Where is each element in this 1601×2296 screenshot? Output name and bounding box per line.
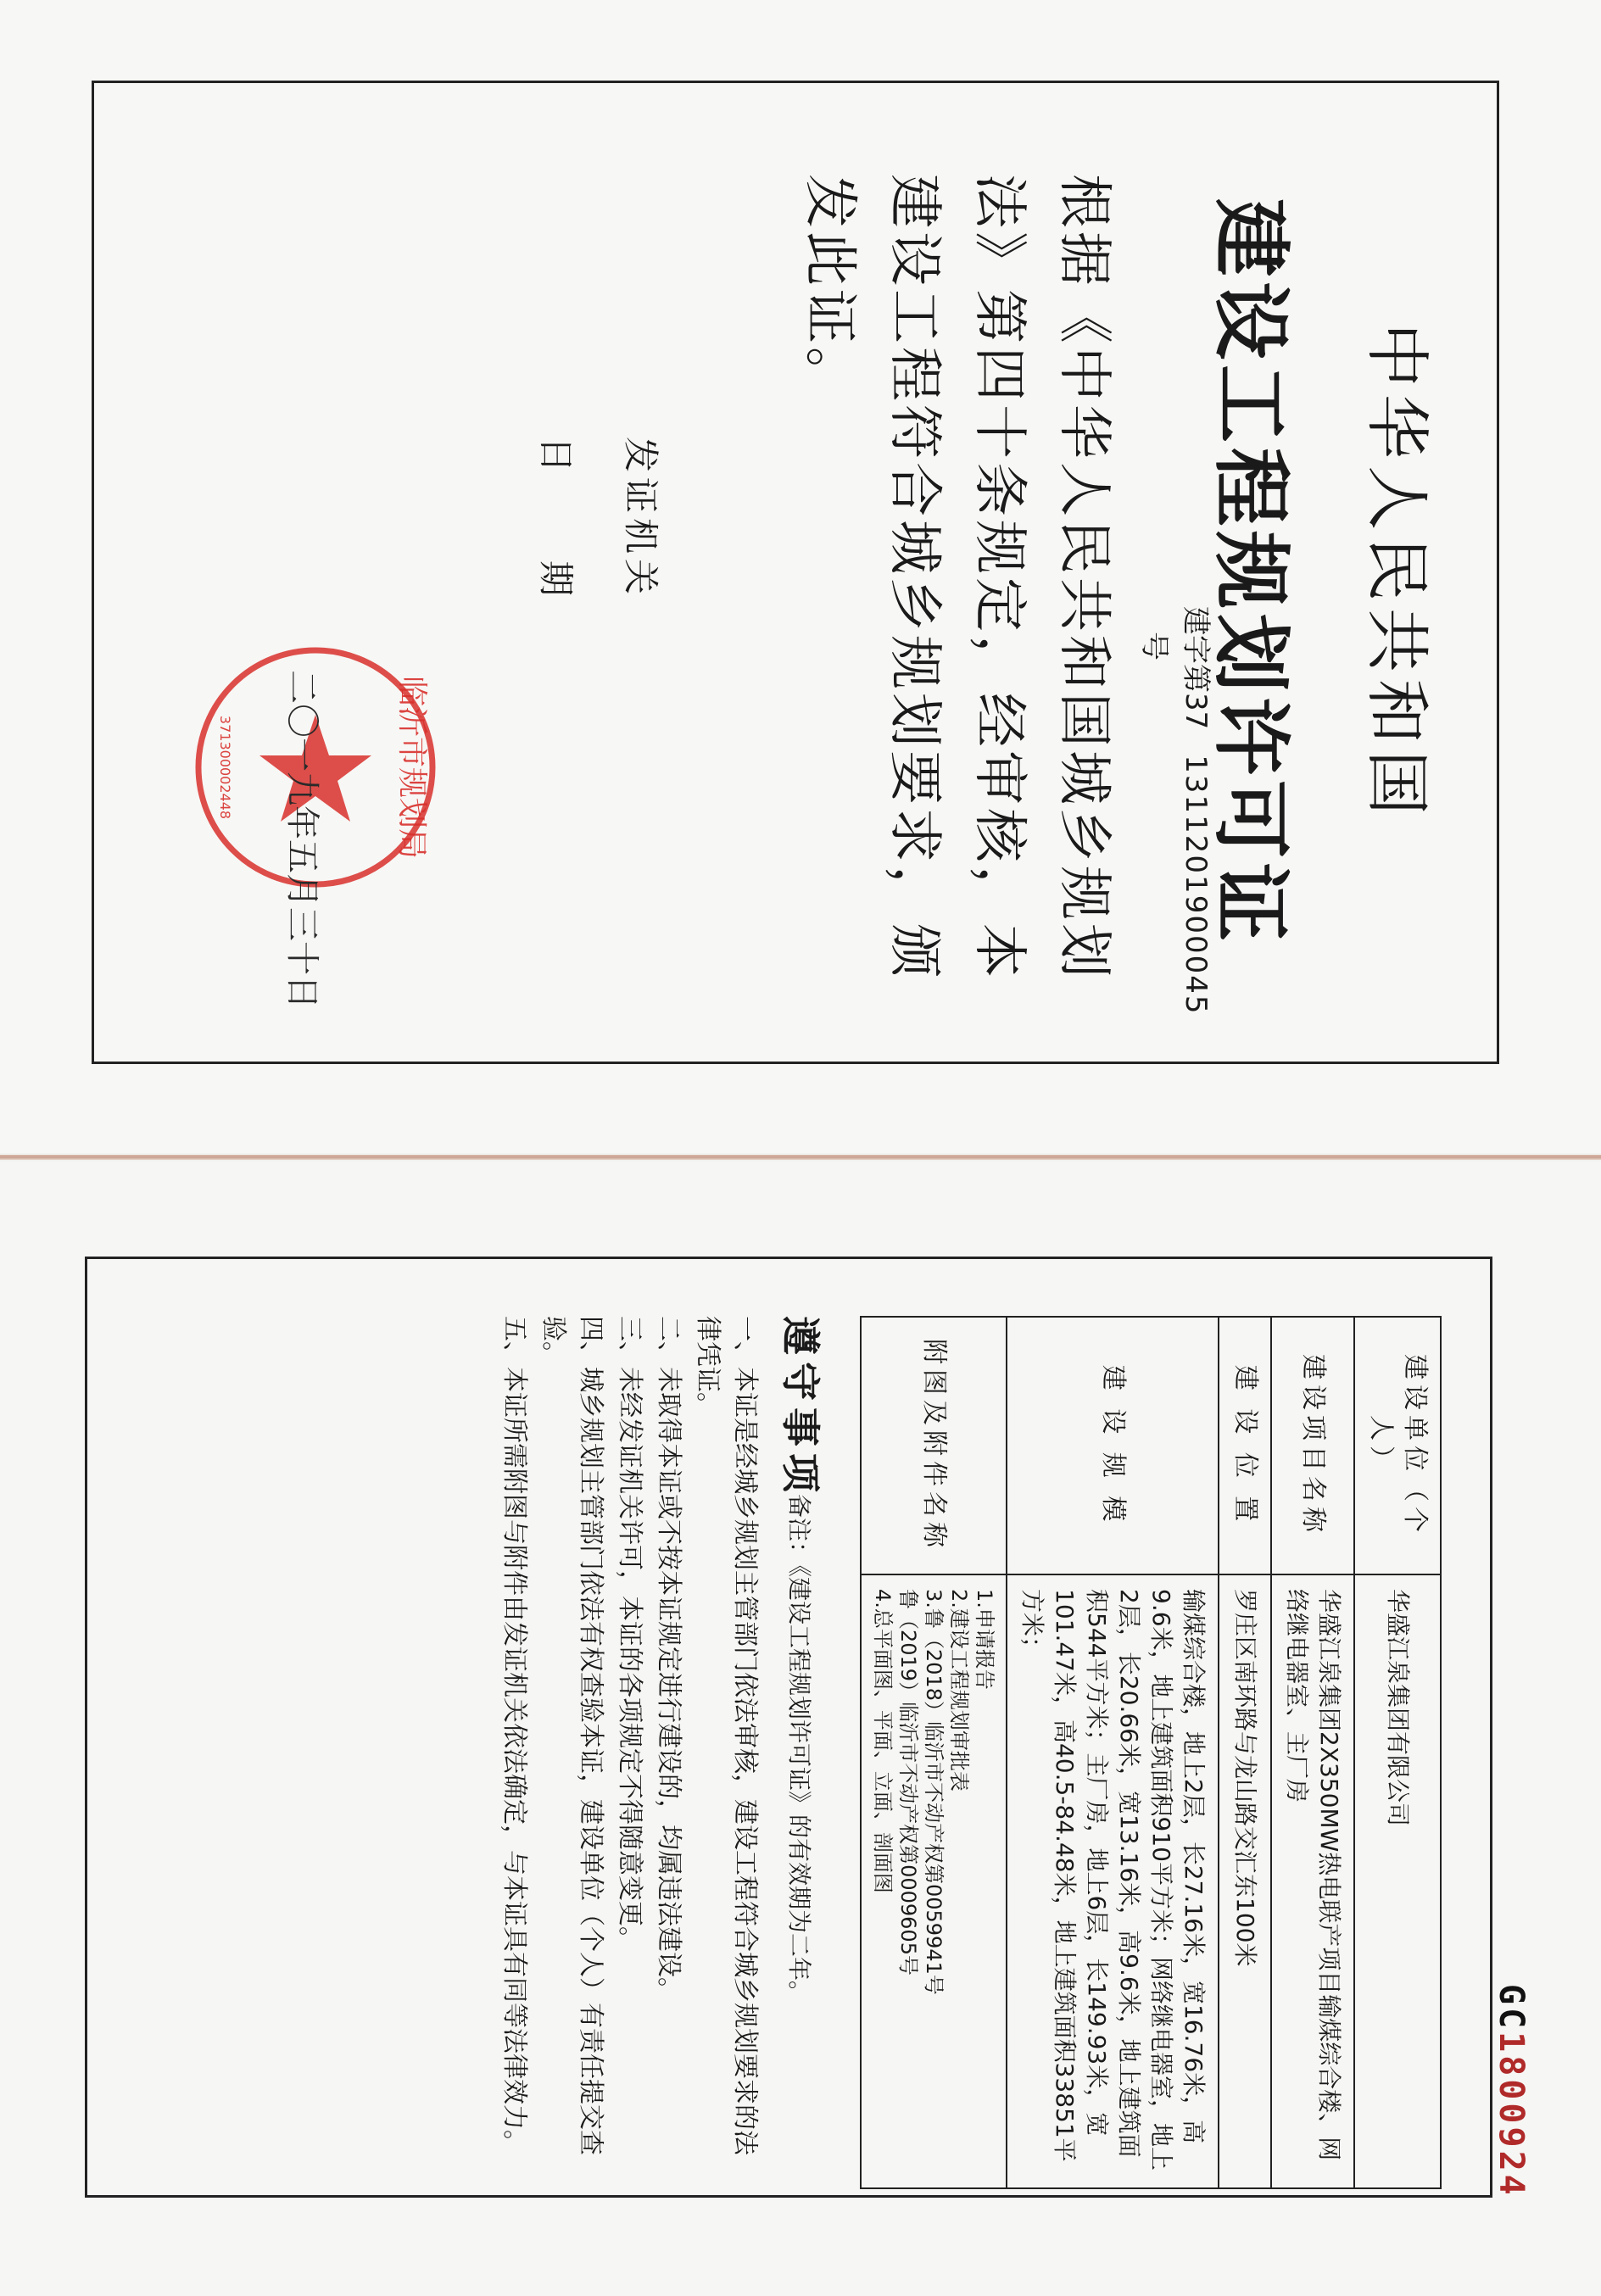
issue-date: 二〇一九年五月三十日 — [282, 670, 321, 1009]
list-item: 3.鲁（2018）临沂市不动产权第0059941号 — [922, 1589, 946, 1995]
serial-prefix: GC — [1492, 1984, 1531, 2032]
seal-code: 371300002448 — [217, 715, 233, 820]
country-name: 中华人民共和国 — [1359, 323, 1435, 822]
row-value: 罗庄区南环路与龙山路交汇东100米 — [1219, 1574, 1271, 2188]
table-row — [1354, 1317, 1441, 2188]
list-item: 二、未取得本证或不按本证规定进行建设的，均属违法建设。 — [654, 1316, 683, 2003]
list-item: 1.申请报告 — [973, 1589, 996, 1690]
notes-list — [494, 1316, 763, 2164]
number-prefix: 建字第37 — [1179, 606, 1213, 730]
table-row — [861, 1317, 1007, 2188]
row-label: 建设项目名称 — [1271, 1317, 1354, 1574]
certificate-number — [1136, 606, 1219, 1064]
detail-content — [85, 1257, 1492, 2198]
row-value: 华盛江泉集团有限公司 — [1354, 1574, 1441, 2188]
list-item: 五、本证所需附图与附件由发证机关依法确定，与本证具有同等法律效力。 — [499, 1316, 529, 2155]
number-suffix: 号 — [1137, 632, 1171, 660]
row-label: 建 设 规 模 — [1007, 1317, 1219, 1574]
date-label-day: 日 — [535, 437, 577, 476]
table-row — [1271, 1317, 1354, 2188]
issuing-authority-label: 发证机关 — [620, 437, 661, 600]
row-label: 附图及附件名称 — [861, 1317, 1007, 1574]
row-value: 华盛江泉集团2X350MW热电联产项目输煤综合楼、网络继电器室、主厂房 — [1271, 1574, 1354, 2188]
table-row — [1219, 1317, 1271, 2188]
notes-title: 遵守事项 — [778, 1316, 823, 1499]
table-row — [1007, 1317, 1219, 2188]
date-label-period: 期 — [535, 560, 577, 600]
list-item: 2.建设工程规划审批表 — [947, 1589, 971, 1792]
serial-number — [1480, 1984, 1531, 2198]
page-fold-divider — [0, 1155, 1601, 1160]
project-info-table — [860, 1316, 1442, 2189]
serial-digits: 1800924 — [1492, 2031, 1531, 2198]
row-label: 建设单位（个人） — [1354, 1317, 1441, 1574]
notes-remark: 备注：《建设工程规划许可证》的有效期为二年。 — [785, 1494, 813, 2005]
certificate-body-text: 根据《中华人民共和国城乡规划法》第四十条规定，经审核，本建设工程符合城乡规划要求，颁发此证。 — [798, 174, 1115, 981]
attachment-list — [861, 1574, 1007, 2188]
certificate-title: 建设工程规划许可证 — [1205, 198, 1296, 946]
number-value: 1311201900045 — [1179, 755, 1213, 1016]
seal-text: 临沂市规划局 — [394, 675, 429, 860]
list-item: 四、城乡规划主管部门依法有权查验本证，建设单位（个人）有责任提交查验。 — [538, 1316, 605, 2155]
list-item: 一、本证是经城乡规划主管部门依法审核，建设工程符合城乡规划要求的法律凭证。 — [693, 1316, 760, 2155]
list-item: 4.总平面图、平面、立面、剖面图 — [871, 1589, 895, 1893]
row-label: 建 设 位 置 — [1219, 1317, 1271, 1574]
list-item: 鲁（2019）临沂市不动产权第0009605号 — [896, 1589, 920, 1976]
list-item: 三、未经发证机关许可，本证的各项规定不得随意变更。 — [615, 1316, 644, 1952]
date-label — [533, 437, 583, 599]
row-value: 输煤综合楼，地上2层，长27.16米，宽16.76米，高9.6米，地上建筑面积910平方米；网络继电器室，地上2层，长20.66米，宽13.16米，高9.6米，地上建筑面积544平方米；主厂房，地上6层，长149.93米，宽101.47米，高40.5-84.48米，地上建筑面积33851平方米； — [1007, 1574, 1219, 2188]
